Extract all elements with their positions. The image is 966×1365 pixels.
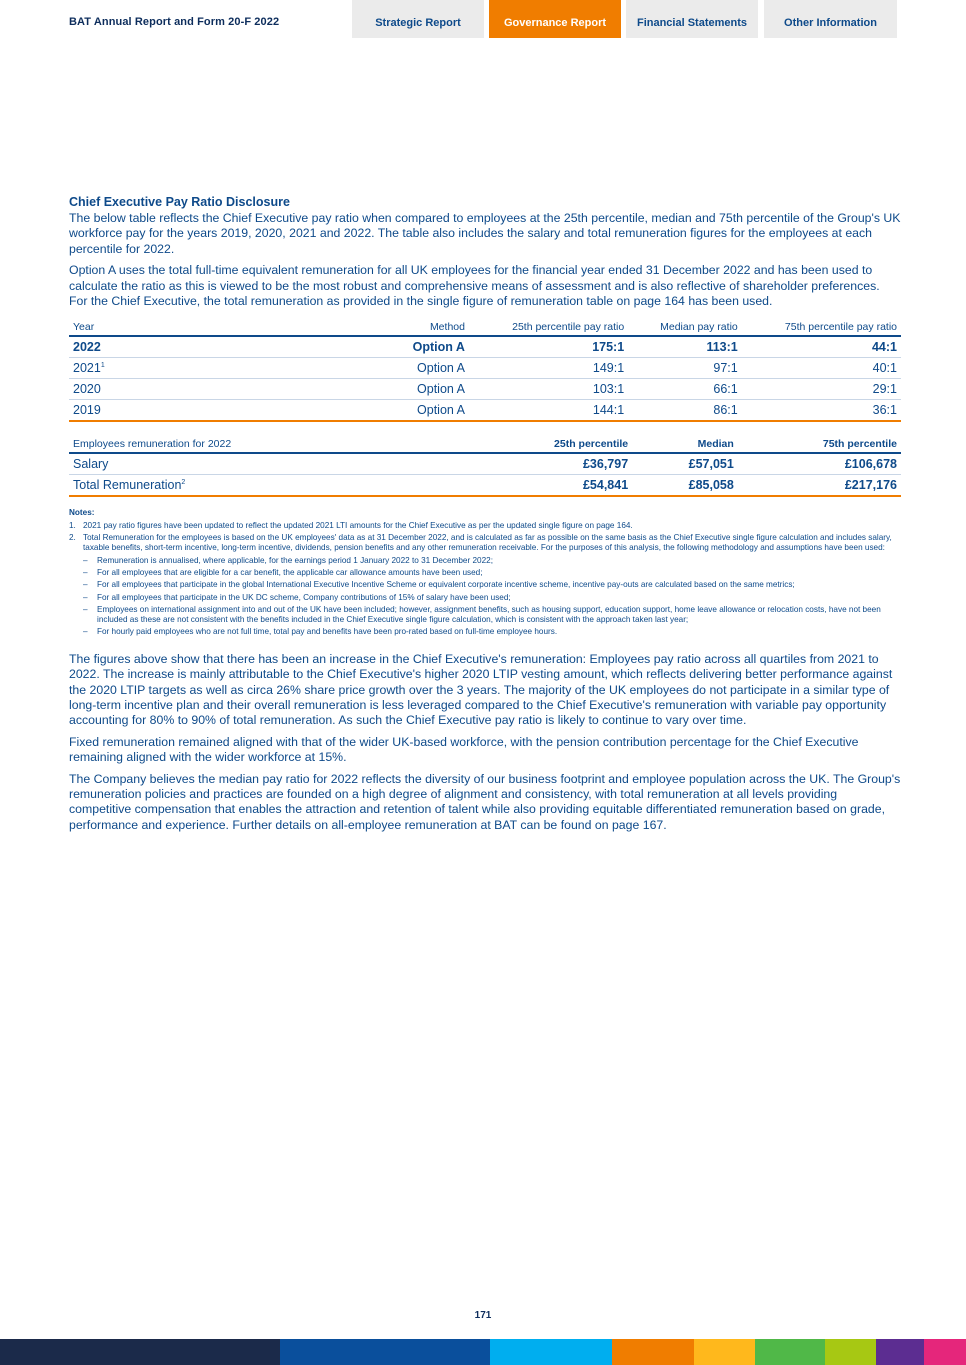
cell-method: Option A bbox=[389, 358, 469, 379]
cell-p75: 44:1 bbox=[742, 336, 901, 358]
pay-ratio-table bbox=[69, 315, 901, 422]
page-number: 171 bbox=[474, 1310, 492, 1321]
cell-year: 2021$^1$ bbox=[69, 358, 389, 379]
cell-p25: £36,797 bbox=[469, 453, 632, 475]
commentary-paragraph-1: The figures above show that there has been an increase in the Chief Executive's remuneration: Employees pay ratio across all quartiles from 2021 to 2022. The increase is mainly attributable to the Chief Executive's higher 2020 LTIP vesting amount, which reflects delivering better performance against the 2020 LTIP targets as well as circa 26% share price growth over the 3 years. The majority of the UK employees do not participate in a similar type of long-term incentive plan and their overall remuneration is less leveraged compared to the Chief Executive's remuneration with variable pay opportunity accounting for 80% to 90% of total remuneration. As such the Chief Executive pay ratio is likely to continue to vary over time. bbox=[69, 651, 893, 728]
commentary bbox=[69, 652, 901, 833]
color-segment bbox=[924, 1339, 966, 1365]
color-segment bbox=[694, 1339, 755, 1365]
cell-p75: £106,678 bbox=[738, 453, 901, 475]
table-header-row bbox=[69, 315, 901, 336]
notes-title: Notes: bbox=[69, 508, 95, 518]
col-header-p25: 25th percentile pay ratio bbox=[469, 315, 628, 336]
col-header-p25: 25th percentile bbox=[469, 432, 632, 453]
note-bullet: – For all employees that participate in the UK DC scheme, Company contributions of 15% of salary have been used; bbox=[83, 592, 511, 602]
note-bullet: – Remuneration is annualised, where applicable, for the earnings period 1 January 2022 to 31 December 2022; bbox=[83, 555, 493, 565]
cell-method: Option A bbox=[389, 336, 469, 358]
table-row bbox=[69, 358, 901, 379]
color-segment bbox=[490, 1339, 612, 1365]
intro-paragraph-1: The below table reflects the Chief Executive pay ratio when compared to employees at the 25th percentile, median and 75th percentile of the Group's UK workforce pay for the years 2019, 2020, 2021 and 2022. The table also includes the salary and total remuneration figures for the employees at each percentile for 2022. bbox=[69, 211, 901, 256]
note-bullet: – For all employees that participate in the global International Executive Incentive Scheme or equivalent corporate incentive scheme, incentive pay-outs are calculated based on the same metrics; bbox=[83, 580, 795, 590]
color-segment bbox=[280, 1339, 490, 1365]
cell-label: Salary bbox=[69, 453, 469, 475]
col-header-median: Median pay ratio bbox=[628, 315, 742, 336]
color-segment bbox=[0, 1339, 280, 1365]
footnote-marker-2: 2 bbox=[181, 479, 186, 487]
note-item: 2. Total Remuneration for the employees is based on the UK employees' data as at 31 December 2022, and is calculated as far as possible on the same basis as the Chief Executive single figure calculation and includes salary, taxable benefits, short-term incentive, long-term incentive, dividends, pension benefits and any other remuneration receivable. For the purposes of this analysis, the following methodology and assumptions have been used: bbox=[69, 533, 892, 553]
commentary-paragraph-3: The Company believes the median pay ratio for 2022 reflects the diversity of our business footprint and employee population across the UK. The Group's remuneration policies and practices are founded on a high degree of alignment and consistency, with total remuneration at all levels providing competitive compensation that enables the attraction and retention of talent while also providing equitable differentiated remuneration based on grade, performance and experience. Further details on all-employee remuneration at BAT can be found on page 167. bbox=[69, 771, 901, 832]
table-row bbox=[69, 453, 901, 475]
report-title: BAT Annual Report and Form 20-F 2022 bbox=[69, 16, 280, 28]
commentary-paragraph-2: Fixed remuneration remained aligned with that of the wider UK-based workforce, with the pension contribution percentage for the Chief Executive remaining aligned with the wider workforce at 15%. bbox=[69, 734, 859, 765]
tab-other-information[interactable]: Other Information bbox=[764, 0, 897, 38]
note-bullet: – Employees on international assignment into and out of the UK have been included; however, assignment benefits, such as housing support, education support, home leave allowance or relocation costs, have not been included as these are not consistent with the benefits included in the Chief Executive single figure calculation, which is consistent with the approach taken last year; bbox=[83, 604, 881, 625]
note-item: 1. 2021 pay ratio figures have been updated to reflect the updated 2021 LTI amounts for the Chief Executive as per the updated single figure on page 164. bbox=[69, 520, 633, 530]
cell-p75: 29:1 bbox=[742, 379, 901, 400]
cell-p75: 40:1 bbox=[742, 358, 901, 379]
table-row bbox=[69, 336, 901, 358]
col-header-method: Method bbox=[389, 315, 469, 336]
remuneration-table bbox=[69, 432, 901, 497]
top-navigation bbox=[0, 0, 966, 40]
cell-year: 2019 bbox=[69, 400, 389, 422]
main-content bbox=[69, 195, 901, 839]
table-row bbox=[69, 400, 901, 422]
tab-strategic-report[interactable]: Strategic Report bbox=[352, 0, 484, 38]
col-header-year: Year bbox=[69, 315, 389, 336]
footer-color-bar bbox=[0, 1339, 966, 1365]
cell-method: Option A bbox=[389, 379, 469, 400]
color-segment bbox=[825, 1339, 876, 1365]
notes bbox=[69, 508, 901, 637]
cell-p25: £54,841 bbox=[469, 475, 632, 497]
tab-financial-statements[interactable]: Financial Statements bbox=[626, 0, 758, 38]
color-segment bbox=[612, 1339, 694, 1365]
cell-p75: £217,176 bbox=[738, 475, 901, 497]
note-bullet: – For all employees that are eligible for a car benefit, the applicable car allowance amounts have been used; bbox=[83, 567, 483, 577]
section-title: Chief Executive Pay Ratio Disclosure bbox=[69, 195, 290, 209]
table-header-row bbox=[69, 432, 901, 453]
cell-year: 2020 bbox=[69, 379, 389, 400]
cell-p75: 36:1 bbox=[742, 400, 901, 422]
col-header-p75: 75th percentile pay ratio bbox=[742, 315, 901, 336]
color-segment bbox=[876, 1339, 924, 1365]
intro-paragraph-2: Option A uses the total full-time equivalent remuneration for all UK employees for the financial year ended 31 December 2022 and has been used to calculate the ratio as this is viewed to be the most robust and comprehensive means of assessment and is also reflective of shareholder preferences. For the Chief Executive, the total remuneration as provided in the single figure of remuneration table on page 164 has been used. bbox=[69, 263, 880, 309]
cell-median: 66:1 bbox=[628, 379, 742, 400]
table-row bbox=[69, 379, 901, 400]
cell-p25: 103:1 bbox=[469, 379, 628, 400]
cell-label: Total Remuneration$^2$ bbox=[69, 475, 469, 497]
col-header-p75: 75th percentile bbox=[738, 432, 901, 453]
footnote-marker-1: 1 bbox=[100, 362, 105, 370]
cell-median: £85,058 bbox=[632, 475, 738, 497]
tab-governance-report[interactable]: Governance Report bbox=[489, 0, 621, 38]
cell-median: 97:1 bbox=[628, 358, 742, 379]
cell-median: £57,051 bbox=[632, 453, 738, 475]
cell-method: Option A bbox=[389, 400, 469, 422]
color-segment bbox=[755, 1339, 825, 1365]
cell-p25: 144:1 bbox=[469, 400, 628, 422]
col-header-label: Employees remuneration for 2022 bbox=[69, 432, 469, 453]
cell-year: 2022 bbox=[69, 336, 389, 358]
note-bullet: – For hourly paid employees who are not full time, total pay and benefits have been pro-rated based on full-time employee hours. bbox=[83, 627, 558, 637]
cell-p25: 149:1 bbox=[469, 358, 628, 379]
cell-p25: 175:1 bbox=[469, 336, 628, 358]
cell-median: 86:1 bbox=[628, 400, 742, 422]
cell-median: 113:1 bbox=[628, 336, 742, 358]
table-row bbox=[69, 475, 901, 497]
col-header-median: Median bbox=[632, 432, 738, 453]
